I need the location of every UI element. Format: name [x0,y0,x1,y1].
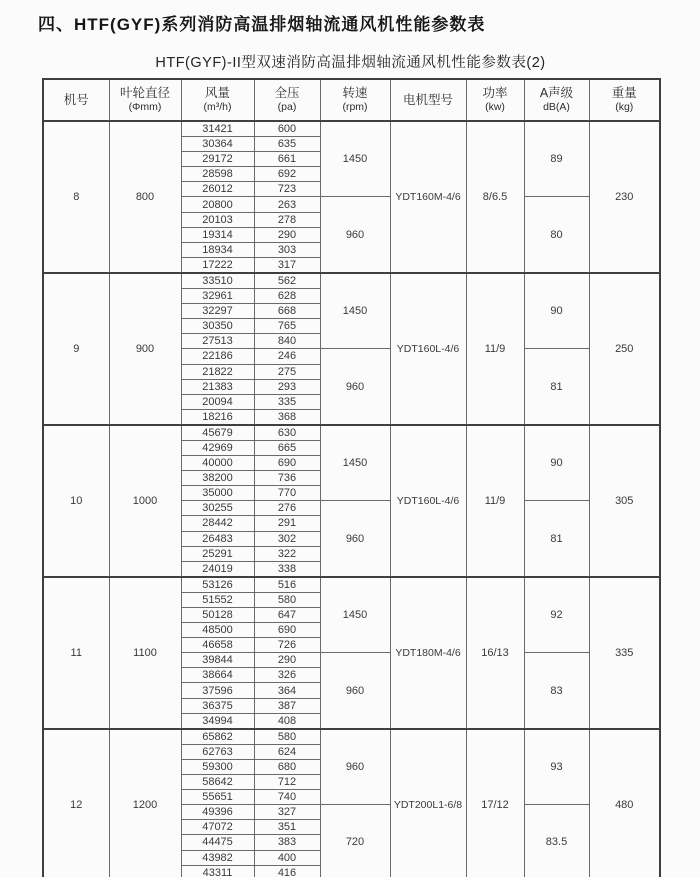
cell-air-flow: 21822 [181,364,254,379]
cell-total-pressure: 580 [254,729,320,745]
header-fan-no: 机号 [43,79,109,121]
cell-total-pressure: 317 [254,257,320,273]
cell-total-pressure: 665 [254,440,320,455]
cell-speed: 960 [320,501,390,577]
cell-air-flow: 29172 [181,152,254,167]
cell-air-flow: 65862 [181,729,254,745]
table-row [43,121,660,137]
cell-air-flow: 33510 [181,273,254,289]
cell-total-pressure: 326 [254,668,320,683]
cell-total-pressure: 736 [254,471,320,486]
cell-fan-no: 8 [43,121,109,273]
header-total-pressure: 全压 (pa) [254,79,320,121]
cell-impeller-diameter: 800 [109,121,181,273]
cell-weight: 230 [589,121,660,273]
cell-fan-no: 12 [43,729,109,877]
cell-air-flow: 30255 [181,501,254,516]
cell-total-pressure: 263 [254,197,320,212]
cell-total-pressure: 600 [254,121,320,137]
cell-speed: 1450 [320,425,390,501]
cell-impeller-diameter: 900 [109,273,181,425]
cell-noise: 90 [524,425,589,501]
cell-noise: 80 [524,197,589,273]
cell-air-flow: 17222 [181,257,254,273]
cell-total-pressure: 668 [254,304,320,319]
header-air-flow: 风量 (m³/h) [181,79,254,121]
cell-air-flow: 22186 [181,349,254,364]
cell-air-flow: 50128 [181,608,254,623]
cell-air-flow: 37596 [181,683,254,698]
cell-total-pressure: 408 [254,713,320,729]
cell-total-pressure: 580 [254,592,320,607]
cell-total-pressure: 387 [254,698,320,713]
cell-power: 11/9 [466,425,524,577]
cell-air-flow: 39844 [181,653,254,668]
cell-noise: 83 [524,653,589,729]
cell-air-flow: 28442 [181,516,254,531]
cell-air-flow: 42969 [181,440,254,455]
header-row [43,79,660,121]
cell-speed: 1450 [320,121,390,197]
cell-speed: 1450 [320,273,390,349]
cell-air-flow: 53126 [181,577,254,593]
cell-total-pressure: 290 [254,227,320,242]
cell-air-flow: 28598 [181,167,254,182]
header-weight: 重量 (kg) [589,79,660,121]
cell-weight: 305 [589,425,660,577]
cell-air-flow: 19314 [181,227,254,242]
cell-weight: 480 [589,729,660,877]
cell-power: 17/12 [466,729,524,877]
cell-air-flow: 34994 [181,713,254,729]
table-subtitle: HTF(GYF)-II型双速消防高温排烟轴流通风机性能参数表(2) [155,55,546,71]
cell-noise: 89 [524,121,589,197]
cell-total-pressure: 690 [254,623,320,638]
cell-air-flow: 38664 [181,668,254,683]
cell-motor-model: YDT160L-4/6 [390,273,466,425]
cell-noise: 83.5 [524,805,589,877]
cell-total-pressure: 770 [254,486,320,501]
cell-total-pressure: 322 [254,546,320,561]
cell-total-pressure: 765 [254,319,320,334]
cell-air-flow: 45679 [181,425,254,441]
cell-impeller-diameter: 1000 [109,425,181,577]
cell-speed: 720 [320,805,390,877]
cell-air-flow: 30364 [181,137,254,152]
fan-performance-table [42,78,661,877]
cell-total-pressure: 278 [254,212,320,227]
cell-noise: 90 [524,273,589,349]
cell-fan-no: 9 [43,273,109,425]
cell-total-pressure: 661 [254,152,320,167]
cell-air-flow: 44475 [181,835,254,850]
cell-motor-model: YDT160L-4/6 [390,425,466,577]
cell-total-pressure: 635 [254,137,320,152]
cell-power: 8/6.5 [466,121,524,273]
cell-air-flow: 26483 [181,531,254,546]
cell-fan-no: 11 [43,577,109,729]
cell-noise: 92 [524,577,589,653]
cell-total-pressure: 351 [254,820,320,835]
cell-speed: 1450 [320,577,390,653]
cell-total-pressure: 335 [254,394,320,409]
cell-air-flow: 51552 [181,592,254,607]
cell-total-pressure: 400 [254,850,320,865]
cell-air-flow: 43982 [181,850,254,865]
cell-total-pressure: 416 [254,865,320,877]
cell-air-flow: 55651 [181,790,254,805]
cell-total-pressure: 302 [254,531,320,546]
table-row [43,577,660,593]
cell-air-flow: 36375 [181,698,254,713]
cell-total-pressure: 630 [254,425,320,441]
cell-air-flow: 20094 [181,394,254,409]
table-row [43,425,660,441]
cell-air-flow: 20103 [181,212,254,227]
cell-power: 11/9 [466,273,524,425]
cell-total-pressure: 562 [254,273,320,289]
cell-noise: 81 [524,501,589,577]
cell-air-flow: 46658 [181,638,254,653]
cell-total-pressure: 723 [254,182,320,197]
cell-air-flow: 49396 [181,805,254,820]
cell-noise: 81 [524,349,589,425]
cell-power: 16/13 [466,577,524,729]
cell-air-flow: 40000 [181,456,254,471]
cell-air-flow: 43311 [181,865,254,877]
cell-air-flow: 48500 [181,623,254,638]
table-body [43,121,660,877]
cell-total-pressure: 383 [254,835,320,850]
header-motor-model: 电机型号 [390,79,466,121]
cell-weight: 335 [589,577,660,729]
header-speed: 转速 (rpm) [320,79,390,121]
cell-total-pressure: 726 [254,638,320,653]
cell-impeller-diameter: 1100 [109,577,181,729]
cell-air-flow: 31421 [181,121,254,137]
cell-total-pressure: 690 [254,456,320,471]
cell-air-flow: 21383 [181,379,254,394]
cell-total-pressure: 680 [254,759,320,774]
cell-total-pressure: 692 [254,167,320,182]
table-row [43,729,660,745]
cell-total-pressure: 740 [254,790,320,805]
page-title: 四、HTF(GYF)系列消防高温排烟轴流通风机性能参数表 [38,15,486,34]
cell-speed: 960 [320,653,390,729]
cell-total-pressure: 516 [254,577,320,593]
cell-air-flow: 25291 [181,546,254,561]
cell-air-flow: 35000 [181,486,254,501]
cell-total-pressure: 291 [254,516,320,531]
table-row [43,273,660,289]
cell-total-pressure: 303 [254,242,320,257]
cell-motor-model: YDT200L1-6/8 [390,729,466,877]
cell-total-pressure: 276 [254,501,320,516]
cell-motor-model: YDT180M-4/6 [390,577,466,729]
cell-air-flow: 26012 [181,182,254,197]
cell-air-flow: 62763 [181,744,254,759]
cell-noise: 93 [524,729,589,805]
cell-air-flow: 18216 [181,409,254,425]
cell-speed: 960 [320,729,390,805]
cell-total-pressure: 327 [254,805,320,820]
cell-total-pressure: 246 [254,349,320,364]
cell-fan-no: 10 [43,425,109,577]
cell-total-pressure: 628 [254,289,320,304]
cell-total-pressure: 338 [254,561,320,577]
cell-total-pressure: 368 [254,409,320,425]
cell-speed: 960 [320,197,390,273]
cell-total-pressure: 712 [254,775,320,790]
header-power: 功率 (kw) [466,79,524,121]
cell-total-pressure: 275 [254,364,320,379]
header-impeller-diameter: 叶轮直径 (Φmm) [109,79,181,121]
table-header [43,79,660,121]
cell-air-flow: 32297 [181,304,254,319]
cell-speed: 960 [320,349,390,425]
cell-air-flow: 27513 [181,334,254,349]
cell-air-flow: 30350 [181,319,254,334]
cell-air-flow: 32961 [181,289,254,304]
cell-air-flow: 18934 [181,242,254,257]
cell-total-pressure: 364 [254,683,320,698]
cell-total-pressure: 840 [254,334,320,349]
cell-total-pressure: 647 [254,608,320,623]
cell-air-flow: 58642 [181,775,254,790]
cell-total-pressure: 293 [254,379,320,394]
cell-air-flow: 20800 [181,197,254,212]
cell-total-pressure: 290 [254,653,320,668]
cell-air-flow: 24019 [181,561,254,577]
cell-total-pressure: 624 [254,744,320,759]
cell-impeller-diameter: 1200 [109,729,181,877]
cell-motor-model: YDT160M-4/6 [390,121,466,273]
cell-air-flow: 47072 [181,820,254,835]
cell-air-flow: 38200 [181,471,254,486]
cell-weight: 250 [589,273,660,425]
header-noise-level: A声级 dB(A) [524,79,589,121]
cell-air-flow: 59300 [181,759,254,774]
